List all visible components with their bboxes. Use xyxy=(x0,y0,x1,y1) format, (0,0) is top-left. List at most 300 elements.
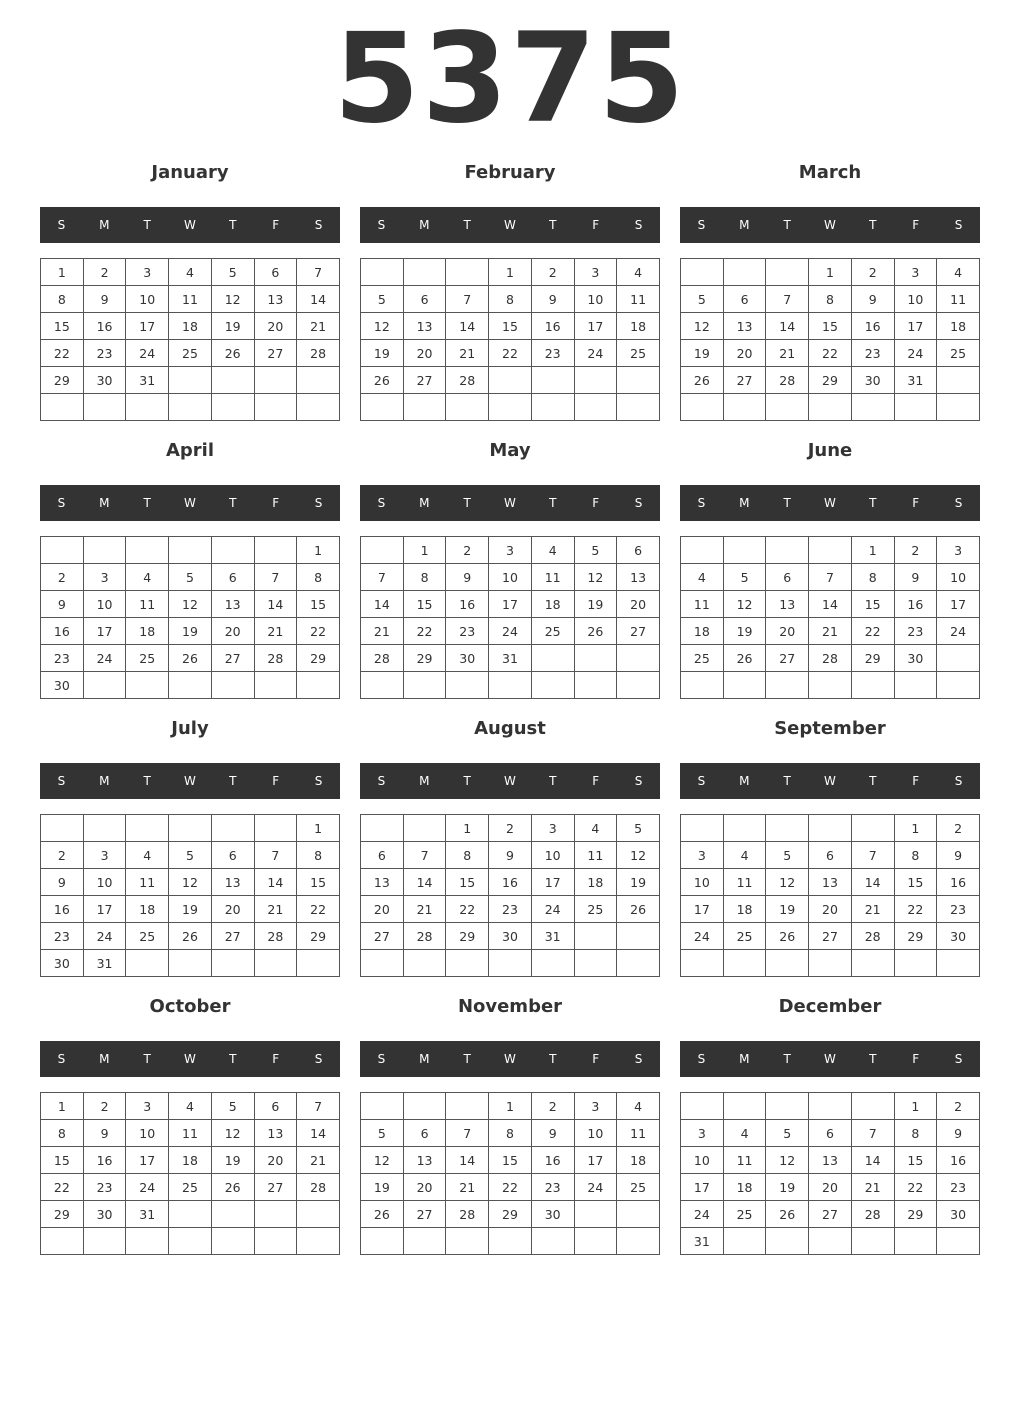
day-cell: 10 xyxy=(126,1120,169,1147)
day-cell: 15 xyxy=(446,869,489,896)
day-cell: 8 xyxy=(41,286,84,313)
week-row xyxy=(681,537,980,564)
weekday-label: M xyxy=(99,218,110,232)
day-cell: 30 xyxy=(489,923,532,950)
empty-day-cell xyxy=(169,367,212,394)
day-cell: 31 xyxy=(126,1201,169,1228)
day-cell: 19 xyxy=(211,1147,254,1174)
day-cell: 10 xyxy=(83,869,126,896)
day-cell: 11 xyxy=(169,286,212,313)
day-cell: 4 xyxy=(574,815,617,842)
week-row xyxy=(361,394,660,421)
day-cell: 23 xyxy=(531,340,574,367)
month-name: December xyxy=(778,996,882,1017)
day-cell: 22 xyxy=(809,340,852,367)
day-cell: 13 xyxy=(723,313,766,340)
day-cell: 20 xyxy=(403,1174,446,1201)
day-cell: 6 xyxy=(403,1120,446,1147)
days-table xyxy=(360,536,660,699)
week-row xyxy=(681,367,980,394)
day-cell: 6 xyxy=(211,564,254,591)
day-cell: 8 xyxy=(894,842,937,869)
day-cell: 28 xyxy=(297,1174,340,1201)
day-cell: 25 xyxy=(531,618,574,645)
weekday-header xyxy=(680,1041,980,1077)
empty-day-cell xyxy=(723,394,766,421)
days-table xyxy=(40,258,340,421)
day-cell: 25 xyxy=(169,340,212,367)
week-row xyxy=(361,313,660,340)
weekday-label: M xyxy=(99,496,110,510)
week-row xyxy=(681,340,980,367)
day-cell: 24 xyxy=(574,1174,617,1201)
empty-day-cell xyxy=(894,950,937,977)
weekday-label: T xyxy=(229,774,237,788)
day-cell: 15 xyxy=(851,591,894,618)
weekday-label: S xyxy=(634,1052,643,1066)
day-cell: 7 xyxy=(446,286,489,313)
day-cell: 18 xyxy=(574,869,617,896)
day-cell: 7 xyxy=(446,1120,489,1147)
empty-day-cell xyxy=(211,950,254,977)
empty-day-cell xyxy=(681,259,724,286)
week-row xyxy=(41,286,340,313)
weekday-label: F xyxy=(912,774,920,788)
empty-day-cell xyxy=(617,672,660,699)
empty-day-cell xyxy=(403,1228,446,1255)
day-cell: 21 xyxy=(361,618,404,645)
day-cell: 11 xyxy=(126,591,169,618)
day-cell: 29 xyxy=(446,923,489,950)
empty-day-cell xyxy=(254,815,297,842)
week-row xyxy=(361,672,660,699)
day-cell: 2 xyxy=(894,537,937,564)
week-row xyxy=(361,367,660,394)
day-cell: 19 xyxy=(574,591,617,618)
day-cell: 24 xyxy=(531,896,574,923)
day-cell: 15 xyxy=(41,1147,84,1174)
weekday-label: M xyxy=(739,218,750,232)
weekday-label: T xyxy=(783,218,791,232)
empty-day-cell xyxy=(297,1201,340,1228)
day-cell: 19 xyxy=(766,1174,809,1201)
week-row xyxy=(361,842,660,869)
week-row xyxy=(361,1174,660,1201)
day-cell: 4 xyxy=(723,842,766,869)
week-row xyxy=(41,923,340,950)
day-cell: 6 xyxy=(723,286,766,313)
empty-day-cell xyxy=(937,645,980,672)
day-cell: 2 xyxy=(531,1093,574,1120)
day-cell: 25 xyxy=(169,1174,212,1201)
empty-day-cell xyxy=(211,537,254,564)
empty-day-cell xyxy=(83,672,126,699)
day-cell: 8 xyxy=(297,842,340,869)
week-row xyxy=(681,645,980,672)
empty-day-cell xyxy=(681,537,724,564)
weekday-header xyxy=(40,763,340,799)
day-cell: 15 xyxy=(809,313,852,340)
empty-day-cell xyxy=(766,815,809,842)
day-cell: 14 xyxy=(766,313,809,340)
day-cell: 26 xyxy=(361,1201,404,1228)
day-cell: 14 xyxy=(297,286,340,313)
empty-day-cell xyxy=(489,1228,532,1255)
day-cell: 8 xyxy=(894,1120,937,1147)
day-cell: 1 xyxy=(809,259,852,286)
day-cell: 23 xyxy=(937,1174,980,1201)
day-cell: 13 xyxy=(766,591,809,618)
week-row xyxy=(681,1201,980,1228)
day-cell: 4 xyxy=(531,537,574,564)
day-cell: 15 xyxy=(894,869,937,896)
day-cell: 12 xyxy=(211,286,254,313)
day-cell: 6 xyxy=(211,842,254,869)
day-cell: 29 xyxy=(41,367,84,394)
day-cell: 15 xyxy=(894,1147,937,1174)
day-cell: 27 xyxy=(723,367,766,394)
empty-day-cell xyxy=(169,537,212,564)
empty-day-cell xyxy=(169,394,212,421)
day-cell: 14 xyxy=(254,869,297,896)
day-cell: 11 xyxy=(617,286,660,313)
day-cell: 16 xyxy=(446,591,489,618)
day-cell: 12 xyxy=(723,591,766,618)
weekday-label: T xyxy=(549,218,557,232)
empty-day-cell xyxy=(446,259,489,286)
day-cell: 10 xyxy=(574,1120,617,1147)
day-cell: 24 xyxy=(681,923,724,950)
day-cell: 6 xyxy=(766,564,809,591)
weekday-label: T xyxy=(229,218,237,232)
day-cell: 14 xyxy=(446,313,489,340)
weekday-label: S xyxy=(954,218,963,232)
empty-day-cell xyxy=(531,645,574,672)
week-row xyxy=(681,618,980,645)
weekday-header xyxy=(360,485,660,521)
days-table xyxy=(680,258,980,421)
day-cell: 3 xyxy=(126,259,169,286)
empty-day-cell xyxy=(809,394,852,421)
day-cell: 3 xyxy=(531,815,574,842)
day-cell: 19 xyxy=(723,618,766,645)
empty-day-cell xyxy=(723,1093,766,1120)
empty-day-cell xyxy=(446,672,489,699)
day-cell: 17 xyxy=(681,1174,724,1201)
week-row xyxy=(361,1093,660,1120)
empty-day-cell xyxy=(361,815,404,842)
day-cell: 30 xyxy=(894,645,937,672)
weekday-label: S xyxy=(634,218,643,232)
empty-day-cell xyxy=(937,367,980,394)
day-cell: 7 xyxy=(254,564,297,591)
empty-day-cell xyxy=(851,672,894,699)
empty-day-cell xyxy=(531,1228,574,1255)
empty-day-cell xyxy=(574,923,617,950)
empty-day-cell xyxy=(297,950,340,977)
month-name: November xyxy=(457,996,563,1017)
weekday-label: T xyxy=(869,774,877,788)
day-cell: 13 xyxy=(211,869,254,896)
day-cell: 22 xyxy=(403,618,446,645)
empty-day-cell xyxy=(126,815,169,842)
day-cell: 11 xyxy=(681,591,724,618)
day-cell: 29 xyxy=(41,1201,84,1228)
day-cell: 14 xyxy=(851,1147,894,1174)
empty-day-cell xyxy=(403,815,446,842)
week-row xyxy=(681,923,980,950)
day-cell: 6 xyxy=(403,286,446,313)
day-cell: 14 xyxy=(254,591,297,618)
day-cell: 20 xyxy=(723,340,766,367)
day-cell: 4 xyxy=(126,564,169,591)
day-cell: 10 xyxy=(531,842,574,869)
empty-day-cell xyxy=(41,394,84,421)
week-row xyxy=(681,1147,980,1174)
week-row xyxy=(681,591,980,618)
days-table xyxy=(40,1092,340,1255)
day-cell: 25 xyxy=(617,1174,660,1201)
weekday-label: S xyxy=(634,774,643,788)
empty-day-cell xyxy=(361,394,404,421)
weekday-label: S xyxy=(314,1052,323,1066)
week-row xyxy=(681,896,980,923)
day-cell: 22 xyxy=(894,1174,937,1201)
day-cell: 20 xyxy=(809,1174,852,1201)
weekday-label: S xyxy=(634,496,643,510)
day-cell: 21 xyxy=(297,313,340,340)
weekday-label: S xyxy=(314,774,323,788)
empty-day-cell xyxy=(617,1228,660,1255)
day-cell: 5 xyxy=(211,259,254,286)
week-row xyxy=(41,1201,340,1228)
day-cell: 9 xyxy=(83,1120,126,1147)
empty-day-cell xyxy=(126,394,169,421)
month-name: May xyxy=(489,440,531,461)
month-december xyxy=(680,989,980,1267)
weekday-label: T xyxy=(143,1052,151,1066)
day-cell: 8 xyxy=(489,286,532,313)
day-cell: 9 xyxy=(531,286,574,313)
day-cell: 12 xyxy=(617,842,660,869)
weekday-label: T xyxy=(143,496,151,510)
day-cell: 30 xyxy=(83,1201,126,1228)
day-cell: 9 xyxy=(894,564,937,591)
empty-day-cell xyxy=(169,950,212,977)
day-cell: 12 xyxy=(211,1120,254,1147)
weekday-label: W xyxy=(824,218,836,232)
day-cell: 21 xyxy=(809,618,852,645)
month-august xyxy=(360,711,660,989)
empty-day-cell xyxy=(361,537,404,564)
weekday-label: M xyxy=(419,774,430,788)
weekday-label: F xyxy=(592,218,600,232)
empty-day-cell xyxy=(766,537,809,564)
day-cell: 28 xyxy=(446,1201,489,1228)
weekday-header xyxy=(40,485,340,521)
weekday-label: T xyxy=(463,774,471,788)
empty-day-cell xyxy=(723,259,766,286)
day-cell: 7 xyxy=(254,842,297,869)
weekday-label: S xyxy=(377,774,386,788)
day-cell: 7 xyxy=(851,1120,894,1147)
empty-day-cell xyxy=(254,394,297,421)
day-cell: 29 xyxy=(809,367,852,394)
day-cell: 7 xyxy=(297,259,340,286)
week-row xyxy=(681,950,980,977)
empty-day-cell xyxy=(723,815,766,842)
day-cell: 7 xyxy=(403,842,446,869)
weekday-label: S xyxy=(314,496,323,510)
week-row xyxy=(41,1228,340,1255)
week-row xyxy=(361,896,660,923)
week-row xyxy=(361,815,660,842)
weekday-header xyxy=(680,485,980,521)
weekday-label: T xyxy=(869,218,877,232)
weekday-header xyxy=(360,207,660,243)
day-cell: 25 xyxy=(126,923,169,950)
weekday-label: T xyxy=(549,1052,557,1066)
day-cell: 22 xyxy=(446,896,489,923)
empty-day-cell xyxy=(894,394,937,421)
weekday-header xyxy=(40,207,340,243)
empty-day-cell xyxy=(41,537,84,564)
week-row xyxy=(361,286,660,313)
empty-day-cell xyxy=(403,394,446,421)
day-cell: 29 xyxy=(851,645,894,672)
day-cell: 16 xyxy=(83,313,126,340)
day-cell: 25 xyxy=(723,923,766,950)
week-row xyxy=(41,1120,340,1147)
day-cell: 18 xyxy=(169,1147,212,1174)
empty-day-cell xyxy=(617,394,660,421)
day-cell: 5 xyxy=(723,564,766,591)
day-cell: 17 xyxy=(83,896,126,923)
day-cell: 13 xyxy=(254,1120,297,1147)
day-cell: 23 xyxy=(41,923,84,950)
day-cell: 16 xyxy=(41,618,84,645)
day-cell: 20 xyxy=(211,896,254,923)
month-name: February xyxy=(464,162,556,183)
day-cell: 21 xyxy=(851,1174,894,1201)
day-cell: 15 xyxy=(297,869,340,896)
day-cell: 30 xyxy=(937,923,980,950)
empty-day-cell xyxy=(169,1201,212,1228)
day-cell: 20 xyxy=(211,618,254,645)
day-cell: 27 xyxy=(254,1174,297,1201)
weekday-header xyxy=(40,1041,340,1077)
day-cell: 26 xyxy=(211,1174,254,1201)
day-cell: 5 xyxy=(766,1120,809,1147)
days-table xyxy=(40,536,340,699)
day-cell: 2 xyxy=(937,815,980,842)
day-cell: 1 xyxy=(894,815,937,842)
day-cell: 26 xyxy=(723,645,766,672)
month-may xyxy=(360,433,660,711)
weekday-label: T xyxy=(229,1052,237,1066)
week-row xyxy=(681,1174,980,1201)
day-cell: 12 xyxy=(169,869,212,896)
empty-day-cell xyxy=(361,259,404,286)
day-cell: 22 xyxy=(41,340,84,367)
day-cell: 16 xyxy=(937,1147,980,1174)
calendar-grid xyxy=(40,155,980,1267)
week-row xyxy=(41,1093,340,1120)
day-cell: 26 xyxy=(681,367,724,394)
day-cell: 29 xyxy=(403,645,446,672)
weekday-label: F xyxy=(912,496,920,510)
weekday-label: F xyxy=(272,774,280,788)
day-cell: 18 xyxy=(169,313,212,340)
weekday-label: T xyxy=(463,218,471,232)
day-cell: 22 xyxy=(851,618,894,645)
weekday-label: W xyxy=(824,774,836,788)
empty-day-cell xyxy=(254,1201,297,1228)
day-cell: 4 xyxy=(937,259,980,286)
empty-day-cell xyxy=(126,950,169,977)
day-cell: 21 xyxy=(254,896,297,923)
day-cell: 4 xyxy=(681,564,724,591)
empty-day-cell xyxy=(361,950,404,977)
empty-day-cell xyxy=(809,1093,852,1120)
month-march xyxy=(680,155,980,433)
empty-day-cell xyxy=(254,1228,297,1255)
empty-day-cell xyxy=(894,672,937,699)
day-cell: 9 xyxy=(937,1120,980,1147)
day-cell: 31 xyxy=(126,367,169,394)
day-cell: 30 xyxy=(446,645,489,672)
day-cell: 30 xyxy=(531,1201,574,1228)
day-cell: 22 xyxy=(41,1174,84,1201)
empty-day-cell xyxy=(83,815,126,842)
empty-day-cell xyxy=(254,367,297,394)
day-cell: 23 xyxy=(83,340,126,367)
weekday-label: W xyxy=(824,1052,836,1066)
day-cell: 8 xyxy=(489,1120,532,1147)
day-cell: 30 xyxy=(41,950,84,977)
day-cell: 26 xyxy=(766,923,809,950)
day-cell: 5 xyxy=(361,1120,404,1147)
day-cell: 28 xyxy=(254,645,297,672)
day-cell: 3 xyxy=(574,1093,617,1120)
weekday-label: W xyxy=(504,1052,516,1066)
week-row xyxy=(41,367,340,394)
weekday-label: S xyxy=(697,1052,706,1066)
day-cell: 2 xyxy=(937,1093,980,1120)
empty-day-cell xyxy=(211,1228,254,1255)
empty-day-cell xyxy=(297,1228,340,1255)
weekday-label: S xyxy=(57,1052,66,1066)
day-cell: 13 xyxy=(254,286,297,313)
weekday-label: S xyxy=(377,496,386,510)
empty-day-cell xyxy=(809,815,852,842)
empty-day-cell xyxy=(297,367,340,394)
day-cell: 1 xyxy=(297,815,340,842)
day-cell: 17 xyxy=(937,591,980,618)
day-cell: 13 xyxy=(361,869,404,896)
empty-day-cell xyxy=(531,672,574,699)
weekday-label: F xyxy=(592,496,600,510)
day-cell: 19 xyxy=(361,1174,404,1201)
day-cell: 20 xyxy=(254,1147,297,1174)
day-cell: 24 xyxy=(937,618,980,645)
day-cell: 12 xyxy=(766,869,809,896)
empty-day-cell xyxy=(809,1228,852,1255)
day-cell: 13 xyxy=(403,1147,446,1174)
day-cell: 28 xyxy=(297,340,340,367)
day-cell: 12 xyxy=(766,1147,809,1174)
day-cell: 30 xyxy=(83,367,126,394)
